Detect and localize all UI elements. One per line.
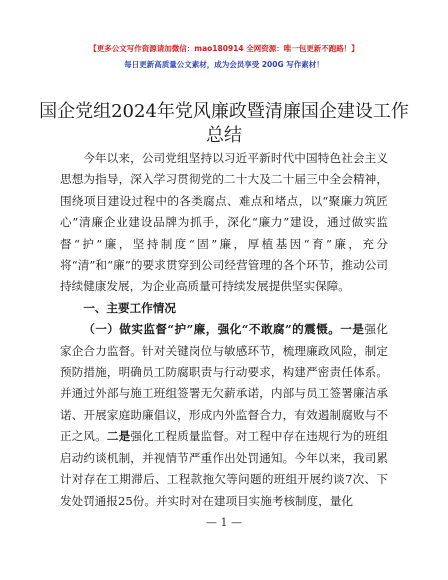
point1-text: 强化家企合力监督。针对关键岗位与敏感环节，梳理廉政风险，制定预防措施，明确员工防腐职责与行动要求，构建严密责任体系。并通过外部与施工班组签署无欠薪承诺，内部与员工签署廉洁承诺、开展家庭助廉倡议，形成内外监督合力，有效遏制腐败与不正之风。 [60, 322, 388, 444]
document-body [60, 148, 388, 512]
section1-heading: 一、主要工作情况 [83, 300, 176, 315]
subsection1-paragraph [60, 319, 388, 512]
promo-banner-line1: 【更多公文写作资源请加微信：mao180914 全网资源：唯一包更新不跑路！】 [89, 44, 359, 53]
point1-label: 一是 [340, 322, 365, 337]
point2-text: 强化工程质量监督。对工程中存在违规行为的班组启动约谈机制，并视情节严重作出处罚通知。今年以来，我司累计对存在工期滞后、工程款拖欠等问题的班组开展约谈7次、下发处罚通报25份。并实时对在建项目实施考核制度，量化 [60, 429, 388, 508]
intro-paragraph: 今年以来，公司党组坚持以习近平新时代中国特色社会主义思想为指导，深入学习贯彻党的二十大及二十届三中全会精神，围绕项目建设过程中的各类腐点、难点和堵点，以“聚廉力筑匠心”清廉企业建设品牌为抓手，深化“廉力”建设，通过做实监督“护”廉，坚持制度“固”廉，厚植基因“育”廉，充分将“清”和“廉”的要求贯穿到公司经营管理的各个环节，推动公司持续健康发展，为企业高质量可持续发展提供坚实保障。 [60, 151, 388, 294]
page-number: — 1 — [206, 516, 242, 529]
document-title-line2: 总结 [206, 125, 242, 146]
subsection1-heading: （一）做实监督“护”廉，强化“不敢腐”的震慑。 [83, 322, 341, 337]
document-title-line1: 国企党组2024年党风廉政暨清廉国企建设工作 [39, 101, 409, 122]
point2-label: 二是 [106, 429, 131, 444]
promo-banner-line2: 每日更新高质量公文素材，成为会员享受 200G 写作素材！ [124, 60, 324, 69]
